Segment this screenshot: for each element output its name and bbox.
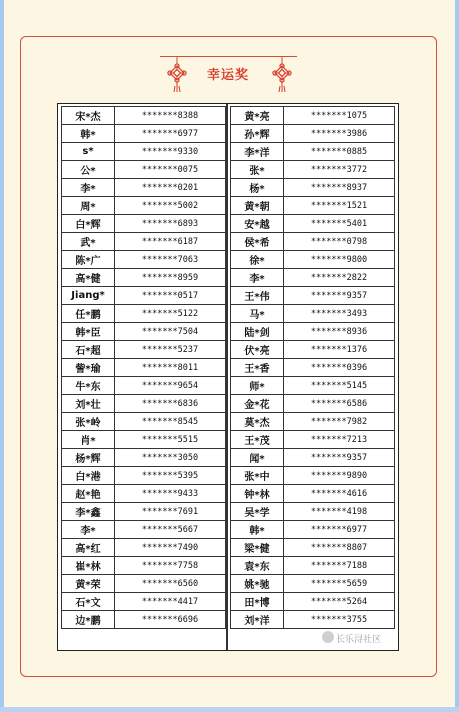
table-row [231, 467, 395, 485]
winner-name: 石*文 [62, 593, 115, 611]
winner-phone: *******5667 [115, 521, 226, 539]
winner-phone: *******5145 [284, 377, 395, 395]
table-row [231, 143, 395, 161]
winner-phone: *******7758 [115, 557, 226, 575]
chinese-knot-icon-left [165, 56, 189, 92]
winner-phone: *******0201 [115, 179, 226, 197]
winner-name: 刘*壮 [62, 395, 115, 413]
winner-name: 杨* [231, 179, 284, 197]
table-row [231, 485, 395, 503]
table-row [231, 251, 395, 269]
winner-name: 袁*东 [231, 557, 284, 575]
table-row [62, 143, 226, 161]
table-row [62, 557, 226, 575]
winner-name: 陆*剑 [231, 323, 284, 341]
winner-name: 李*鑫 [62, 503, 115, 521]
winner-name: 韩* [62, 125, 115, 143]
table-row [231, 323, 395, 341]
winner-name: 吴*学 [231, 503, 284, 521]
table-row [231, 305, 395, 323]
winner-phone: *******0396 [284, 359, 395, 377]
table-row [62, 215, 226, 233]
table-row [62, 197, 226, 215]
chinese-knot-icon-right [270, 56, 294, 92]
table-row [231, 161, 395, 179]
winner-name: 石*超 [62, 341, 115, 359]
table-row [62, 539, 226, 557]
page-border-right [455, 0, 459, 712]
table-row [62, 233, 226, 251]
table-row [231, 449, 395, 467]
winner-phone: *******6586 [284, 395, 395, 413]
table-row [231, 197, 395, 215]
table-row [231, 125, 395, 143]
winner-phone: *******6977 [115, 125, 226, 143]
winner-phone: *******7063 [115, 251, 226, 269]
winner-phone: *******5237 [115, 341, 226, 359]
winner-name: 武* [62, 233, 115, 251]
winner-name: 李* [62, 521, 115, 539]
winner-phone: *******8936 [284, 323, 395, 341]
winner-phone: *******8937 [284, 179, 395, 197]
winner-phone: *******0075 [115, 161, 226, 179]
table-row [62, 269, 226, 287]
table-row [231, 269, 395, 287]
winner-phone: *******3050 [115, 449, 226, 467]
winner-name: 边*鹏 [62, 611, 115, 629]
table-row [62, 593, 226, 611]
table-row [231, 503, 395, 521]
table-row [62, 395, 226, 413]
winner-name: 王*伟 [231, 287, 284, 305]
table-row [231, 431, 395, 449]
winner-name: 莫*杰 [231, 413, 284, 431]
winner-name: 牛*东 [62, 377, 115, 395]
winner-name: 王*茂 [231, 431, 284, 449]
winner-name: 马* [231, 305, 284, 323]
table-row [62, 449, 226, 467]
table-row [231, 611, 395, 629]
winner-phone: *******8959 [115, 269, 226, 287]
table-row [231, 575, 395, 593]
winner-phone: *******3493 [284, 305, 395, 323]
winner-name: 伏*亮 [231, 341, 284, 359]
winner-name: 赵*艳 [62, 485, 115, 503]
winner-name: 安*越 [231, 215, 284, 233]
table-row [231, 557, 395, 575]
winner-phone: *******9357 [284, 287, 395, 305]
table-row [62, 341, 226, 359]
winner-phone: *******9433 [115, 485, 226, 503]
winner-name: 高*健 [62, 269, 115, 287]
winner-phone: *******9330 [115, 143, 226, 161]
winner-name: 黄*荣 [62, 575, 115, 593]
winner-phone: *******3772 [284, 161, 395, 179]
winner-name: 黄*亮 [231, 107, 284, 125]
winner-phone: *******1376 [284, 341, 395, 359]
winner-phone: *******8545 [115, 413, 226, 431]
table-row [62, 485, 226, 503]
winner-phone: *******2822 [284, 269, 395, 287]
winner-phone: *******5002 [115, 197, 226, 215]
winners-table [57, 103, 399, 651]
winner-name: 陈*广 [62, 251, 115, 269]
table-row [62, 125, 226, 143]
table-row [62, 359, 226, 377]
winners-table-left [61, 106, 226, 629]
table-row [231, 341, 395, 359]
winner-name: 公* [62, 161, 115, 179]
winner-name: 钟*林 [231, 485, 284, 503]
header [0, 54, 459, 94]
table-row [231, 395, 395, 413]
winner-name: 闻* [231, 449, 284, 467]
winner-phone: *******4616 [284, 485, 395, 503]
winner-phone: *******0798 [284, 233, 395, 251]
table-row [231, 179, 395, 197]
winner-phone: *******5122 [115, 305, 226, 323]
winner-phone: *******5401 [284, 215, 395, 233]
table-row [62, 575, 226, 593]
table-row [62, 107, 226, 125]
winner-name: 杨*辉 [62, 449, 115, 467]
winner-phone: *******3986 [284, 125, 395, 143]
winners-table-right [230, 106, 395, 629]
table-row [231, 521, 395, 539]
table-row [62, 377, 226, 395]
winner-phone: *******9357 [284, 449, 395, 467]
winner-phone: *******8011 [115, 359, 226, 377]
winner-name: 周* [62, 197, 115, 215]
winner-name: 崔*林 [62, 557, 115, 575]
table-row [62, 305, 226, 323]
page-title: 幸运奖 [206, 68, 249, 83]
table-row [62, 521, 226, 539]
winner-name: Jiang* [62, 287, 115, 305]
winner-phone: *******8388 [115, 107, 226, 125]
table-row [231, 377, 395, 395]
winner-name: 李*洋 [231, 143, 284, 161]
winner-phone: *******1075 [284, 107, 395, 125]
winner-name: 高*红 [62, 539, 115, 557]
table-row [62, 431, 226, 449]
winner-phone: *******9890 [284, 467, 395, 485]
winner-phone: *******7982 [284, 413, 395, 431]
winner-phone: *******4198 [284, 503, 395, 521]
winner-phone: *******8807 [284, 539, 395, 557]
winner-phone: *******5395 [115, 467, 226, 485]
winner-phone: *******7213 [284, 431, 395, 449]
winner-name: 孙*辉 [231, 125, 284, 143]
winner-name: 韩*臣 [62, 323, 115, 341]
table-row [231, 539, 395, 557]
table-row [231, 359, 395, 377]
winner-phone: *******6696 [115, 611, 226, 629]
table-row [62, 611, 226, 629]
winner-phone: *******9800 [284, 251, 395, 269]
winner-phone: *******6560 [115, 575, 226, 593]
winner-name: 李* [231, 269, 284, 287]
winner-phone: *******6977 [284, 521, 395, 539]
winner-phone: *******7188 [284, 557, 395, 575]
winner-phone: *******5659 [284, 575, 395, 593]
winner-phone: *******7504 [115, 323, 226, 341]
table-row [62, 287, 226, 305]
winner-name: 刘*洋 [231, 611, 284, 629]
winner-name: 李* [62, 179, 115, 197]
table-row [62, 413, 226, 431]
watermark: 长乐浔社区 [336, 635, 382, 645]
table-row [62, 323, 226, 341]
winner-phone: *******0517 [115, 287, 226, 305]
table-row [231, 287, 395, 305]
winner-name: 白*辉 [62, 215, 115, 233]
winner-name: 张*中 [231, 467, 284, 485]
winner-phone: *******5515 [115, 431, 226, 449]
winner-name: 张*岭 [62, 413, 115, 431]
winner-phone: *******1521 [284, 197, 395, 215]
winner-phone: *******7691 [115, 503, 226, 521]
winner-name: 徐* [231, 251, 284, 269]
winner-name: 肖* [62, 431, 115, 449]
winner-phone: *******6893 [115, 215, 226, 233]
winner-phone: *******9654 [115, 377, 226, 395]
winner-name: 姚*驰 [231, 575, 284, 593]
table-row [62, 503, 226, 521]
winner-name: 梁*健 [231, 539, 284, 557]
page-border-left [0, 0, 4, 712]
table-row [62, 161, 226, 179]
winner-phone: *******6836 [115, 395, 226, 413]
winner-name: 田*博 [231, 593, 284, 611]
winner-phone: *******6187 [115, 233, 226, 251]
winner-name: 黄*朝 [231, 197, 284, 215]
winner-name: 张* [231, 161, 284, 179]
winner-phone: *******4417 [115, 593, 226, 611]
table-row [62, 251, 226, 269]
table-divider [226, 104, 228, 650]
table-row [62, 467, 226, 485]
winner-name: 白*港 [62, 467, 115, 485]
winner-phone: *******3755 [284, 611, 395, 629]
watermark-logo-icon [322, 631, 334, 643]
winner-name: 金*花 [231, 395, 284, 413]
winner-phone: *******7490 [115, 539, 226, 557]
winner-name: s* [62, 143, 115, 161]
table-row [231, 107, 395, 125]
winner-phone: *******5264 [284, 593, 395, 611]
winner-phone: *******0885 [284, 143, 395, 161]
winner-name: 訾*瑜 [62, 359, 115, 377]
winner-name: 韩* [231, 521, 284, 539]
table-row [231, 233, 395, 251]
table-row [231, 413, 395, 431]
winner-name: 任*鹏 [62, 305, 115, 323]
winner-name: 宋*杰 [62, 107, 115, 125]
winner-name: 王*香 [231, 359, 284, 377]
winner-name: 师* [231, 377, 284, 395]
table-row [231, 593, 395, 611]
page-border-bottom [0, 707, 459, 712]
winner-name: 侯*希 [231, 233, 284, 251]
table-row [231, 215, 395, 233]
table-row [62, 179, 226, 197]
